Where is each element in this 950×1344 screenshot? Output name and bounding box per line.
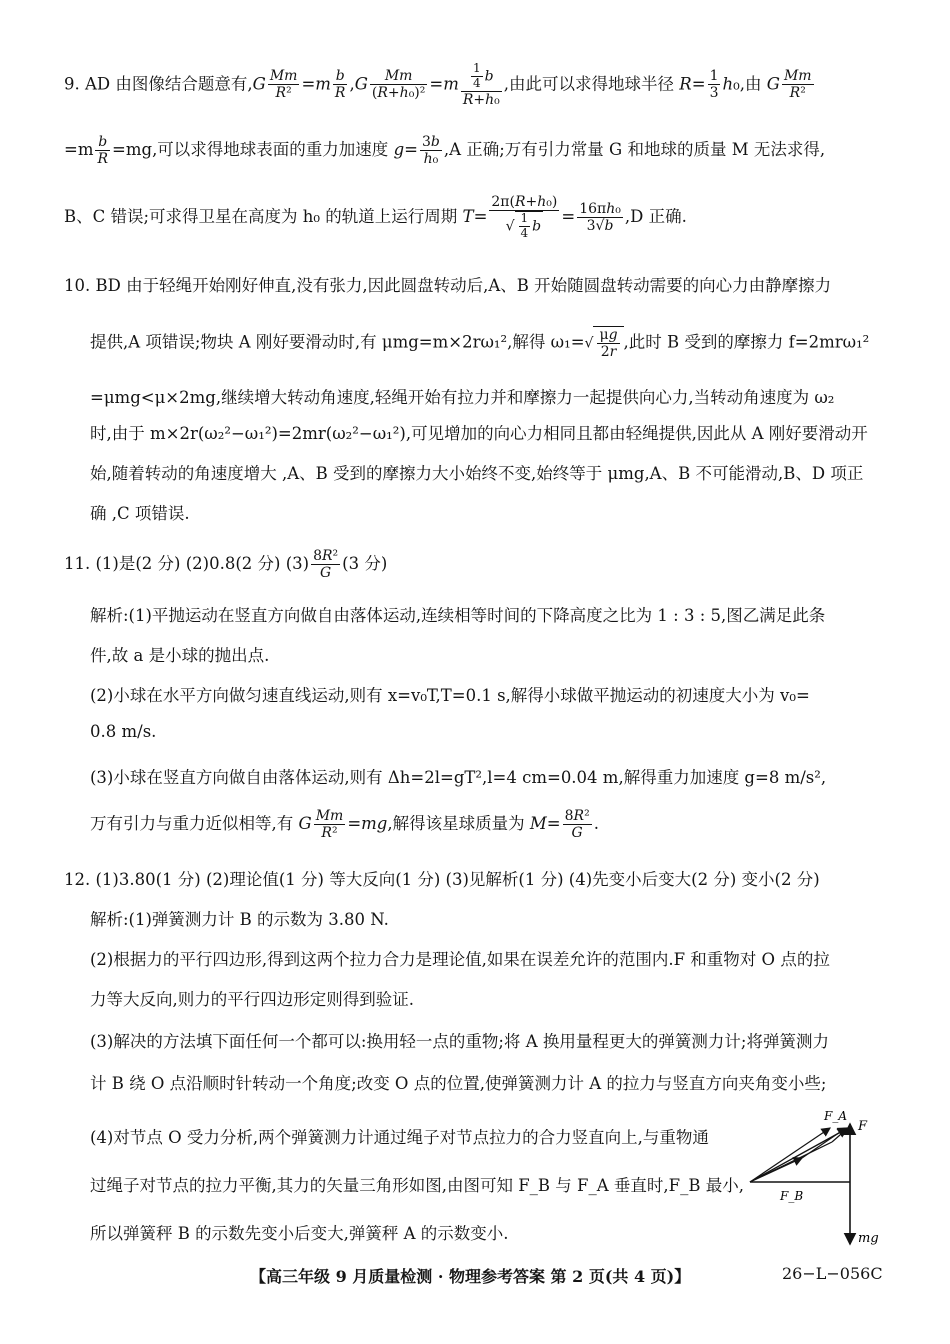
page-footer: 【高三年级 9 月质量检测 · 物理参考答案 第 2 页(共 4 页)】 [250,1267,691,1286]
q12-analysis-4: (4)对节点 O 受力分析,两个弹簧测力计通过绳子对节点拉力的合力竖直向上,与重物通 [90,1128,709,1147]
q10-line3: =μmg<μ×2mg,继续增大转动角速度,轻绳开始有拉力并和摩擦力一起提供向心力,当转动角速度为 ω₂ [90,388,835,407]
label-f: F [858,1119,868,1134]
q12-analysis-1: 解析:(1)弹簧测力计 B 的示数为 3.80 N. [90,910,389,929]
q9-line3: B、C 错误;可求得卫星在高度为 h₀ 的轨道上运行周期 T= 2π(R+h₀) √ $\frac{1}{4}$ b = $\frac{\text{16πh₀}}{3√b}$ ,D 正确. [64,194,687,240]
document-code: 26−L−056C [782,1264,883,1283]
q11-header: 11. (1)是(2 分) (2)0.8(2 分) (3) $\frac{\text{8R²}}{G}$ (3 分) [64,548,388,582]
vector-fa-top [750,1128,830,1182]
q9-line1: 9. AD 由图像结合题意有,G $\frac{Mm}{\text{R²}}$ =m $\frac{b}{R}$ ,G $\frac{Mm}{\text{(R+h₀)²}}$ =m $\frac{1}{4}$ b R+h₀ ,由此可以求得地球半径 R= $\frac{1}{3}$ h₀,由 G $\frac{Mm}{\text{R²}}$ [64,61,812,108]
q10-line5: 始,随着转动的角速度增大 ,A、B 受到的摩擦力大小始终不变,始终等于 μmg,A、B 不可能滑动,B、D 项正 [90,464,864,483]
q11-analysis-2: (2)小球在水平方向做匀速直线运动,则有 x=v₀T,T=0.1 s,解得小球做平抛运动的初速度大小为 v₀= [90,686,810,705]
q12-analysis-2b: 力等大反向,则力的平行四边形定则得到验证. [90,990,414,1009]
q12-analysis-3: (3)解决的方法填下面任何一个都可以:换用轻一点的重物;将 A 换用量程更大的弹簧测力计;将弹簧测力 [90,1032,829,1051]
q12-analysis-4b: 过绳子对节点的拉力平衡,其力的矢量三角形如图,由图可知 F_B 与 F_A 垂直时,F_B 最小, [90,1176,744,1195]
q10-line4: 时,由于 m×2r(ω₂²−ω₁²)=2mr(ω₂²−ω₁²),可见增加的向心力相同且都由轻绳提供,因此从 A 刚好要滑动开 [90,424,868,443]
q12-analysis-4c: 所以弹簧秤 B 的示数先变小后变大,弹簧秤 A 的示数变小. [90,1224,509,1243]
q10-line2: 提供,A 项错误;物块 A 刚好要滑动时,有 μmg=m×2rω₁²,解得 ω₁=√ $\frac{\mu g}{2r}$ ,此时 B 受到的摩擦力 f=2mrω₁² [90,327,870,361]
force-triangle-diagram [740,1100,890,1260]
label-fa: F_A [824,1109,847,1123]
label-mg: mg [858,1231,879,1246]
q12-analysis-2: (2)根据力的平行四边形,得到这两个拉力合力是理论值,如果在误差允许的范围内.F 和重物对 O 点的拉 [90,950,830,969]
q12-header: 12. (1)3.80(1 分) (2)理论值(1 分) 等大反向(1 分) (3)见解析(1 分) (4)先变小后变大(2 分) 变小(2 分) [64,870,820,889]
q11-analysis-1b: 件,故 a 是小球的抛出点. [90,646,270,665]
vector-fb-short [750,1158,802,1182]
q11-analysis-1: 解析:(1)平抛运动在竖直方向做自由落体运动,连续相等时间的下降高度之比为 1 : 3 : 5,图乙满足此条 [90,606,826,625]
q11-analysis-2b: 0.8 m/s. [90,722,157,741]
label-fb: F_B [780,1189,804,1203]
q9-line2: =m $\frac{b}{R}$ =mg,可以求得地球表面的重力加速度 g= $\frac{3b}{\text{h₀}}$ ,A 正确;万有引力常量 G 和地球的质量 M 无法求得, [64,134,826,168]
q10-line1: 10. BD 由于轻绳开始刚好伸直,没有张力,因此圆盘转动后,A、B 开始随圆盘转动需要的向心力由静摩擦力 [64,276,832,295]
q12-analysis-3b: 计 B 绕 O 点沿顺时针转动一个角度;改变 O 点的位置,使弹簧测力计 A 的拉力与竖直方向夹角变小些; [90,1074,827,1093]
q11-analysis-3b: 万有引力与重力近似相等,有 G $\frac{Mm}{\text{R²}}$ =mg,解得该星球质量为 M= $\frac{\text{8R²}}{G}$ . [90,808,599,842]
q11-analysis-3: (3)小球在竖直方向做自由落体运动,则有 Δh=2l=gT²,l=4 cm=0.04 m,解得重力加速度 g=8 m/s², [90,768,827,787]
q10-line6: 确 ,C 项错误. [90,504,190,523]
